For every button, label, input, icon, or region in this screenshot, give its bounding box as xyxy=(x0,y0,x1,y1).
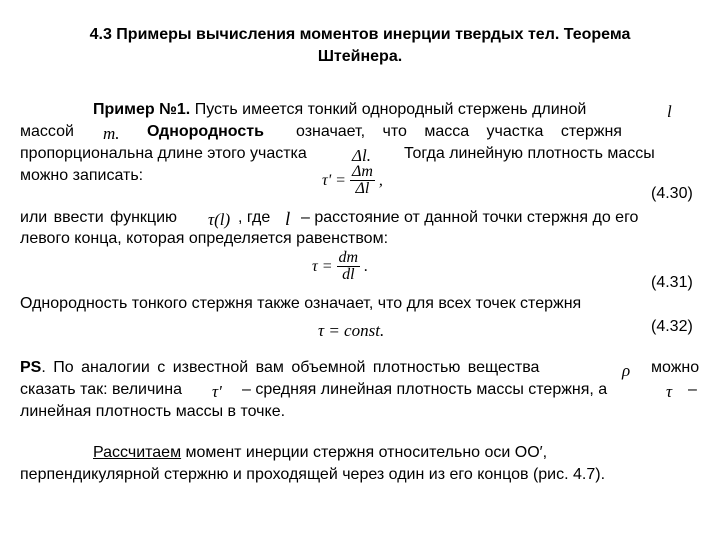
example-line-2b: Однородность xyxy=(147,123,264,140)
page-title xyxy=(0,24,720,68)
eq430-numerator: Δm xyxy=(351,163,373,180)
ps-line-2b: – средняя линейная плотность массы стержня, а xyxy=(242,381,608,398)
var-tau-prime: τ' xyxy=(212,382,222,401)
eq430-number: (4.30) xyxy=(651,185,693,202)
calc-line-1-text: момент инерции стержня относительно оси ОО′, xyxy=(181,444,548,461)
example-line-2c: означает, что масса участка стержня xyxy=(296,123,622,140)
equation-4-31 xyxy=(312,250,368,283)
title-line-2: Штейнера. xyxy=(317,48,403,65)
calc-link: Рассчитаем xyxy=(93,444,182,461)
example-label: Пример №1. xyxy=(93,101,191,118)
var-tau: τ xyxy=(666,382,673,401)
eq432-number: (4.32) xyxy=(651,318,693,335)
ps-line-2a: сказать так: величина xyxy=(20,381,182,398)
var-l-distance: l xyxy=(285,209,291,230)
example-line-1 xyxy=(93,100,586,120)
eq431-denominator: dl xyxy=(342,266,355,283)
example-line-4: можно записать: xyxy=(20,167,144,184)
var-delta-l: Δl. xyxy=(352,146,371,165)
example-line-2a: массой xyxy=(20,123,74,140)
eq431-tail: . xyxy=(364,257,369,275)
homogeneity-text: Однородность тонкого стержня также означает, что для всех точек стержня xyxy=(20,295,582,312)
var-l-length: l xyxy=(667,102,672,121)
ps-label: PS xyxy=(20,359,42,376)
var-rho: ρ xyxy=(622,361,631,380)
example-line-3a: пропорциональна длине этого участка xyxy=(20,145,307,162)
eq430-denominator: Δl xyxy=(355,180,370,197)
eq431-number: (4.31) xyxy=(651,274,693,291)
func-line-2: левого конца, которая определяется равенством: xyxy=(20,230,389,247)
example-line-1-text: Пусть имеется тонкий однородный стержень длиной xyxy=(190,101,587,118)
calc-line-1 xyxy=(93,443,547,463)
ps-line-1-text: . По аналогии с известной вам объемной плотностью вещества xyxy=(41,359,540,376)
eq430-tail: , xyxy=(378,171,383,189)
ps-line-2c: – xyxy=(688,381,697,398)
equation-4-32: τ = const. xyxy=(318,321,385,340)
var-m-mass: m. xyxy=(103,124,120,143)
ps-line-1 xyxy=(20,358,539,378)
func-line-1a: или ввести функцию xyxy=(20,209,178,226)
ps-line-3: линейная плотность массы в точке. xyxy=(20,403,286,420)
var-tau-l: τ(l) xyxy=(208,210,231,229)
eq431-numerator: dm xyxy=(338,249,359,266)
eq431-lhs: τ = xyxy=(312,257,333,275)
title-line-1: 4.3 Примеры вычисления моментов инерции твердых тел. Теорема xyxy=(89,26,631,43)
func-line-1c: – расстояние от данной точки стержня до его xyxy=(301,209,639,226)
equation-4-30 xyxy=(322,164,383,197)
example-line-3b: Тогда линейную плотность массы xyxy=(404,145,655,162)
calc-line-2: перпендикулярной стержню и проходящей через один из его концов (рис. 4.7). xyxy=(20,466,606,483)
func-line-1b: , где xyxy=(238,209,271,226)
eq430-lhs: τ' = xyxy=(322,171,346,189)
ps-line-1b: можно xyxy=(651,359,700,376)
